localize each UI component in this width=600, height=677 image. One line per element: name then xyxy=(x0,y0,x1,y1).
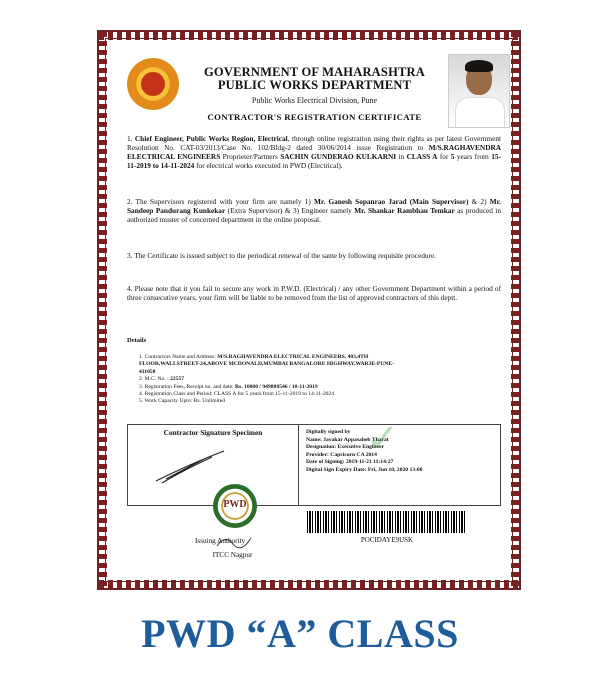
paragraph-1 xyxy=(127,134,501,170)
digital-sign-line: Provider: Capricorn CA 2014 xyxy=(306,451,377,458)
detail-value: Rs. 10000 / 949888546 / 18-11-2019 xyxy=(235,383,318,390)
p2-supervisor-2: Mr. Sandeep Pandurang Kunkekar xyxy=(127,197,501,215)
paragraph-4: 4. Please note that it you fail to secure any work in P.W.D. (Electrical) / any other Government Department within a period of three consecutive years, your firm will be liable to be removed from the list of approved contractors of this deptt. xyxy=(127,284,501,302)
p1-years: 5 xyxy=(450,152,455,161)
detail-value: 22557 xyxy=(170,376,185,383)
p1-text: , through online registration using their rights as per latest Government Resolution No. CAT-03/2013/Case No. 102/Bldg-2 dated 30/06/2014 issue Registration to xyxy=(127,134,502,152)
p1-text: for xyxy=(437,152,451,161)
barcode xyxy=(307,511,467,533)
p2-engineer: Mr. Shankar Rambhau Temkar xyxy=(354,206,455,215)
digital-sign-line: Designation: Executive Engineer xyxy=(306,444,384,451)
department-name: PUBLIC WORKS DEPARTMENT xyxy=(217,78,412,92)
paragraph-2 xyxy=(127,197,501,224)
p2-text: as produced in authorized muster of concerned department in the online proposal. xyxy=(127,206,501,224)
p1-text: for electrical works executed in PWD (Electrical). xyxy=(194,161,343,170)
issuing-place: ITCC Nagpur xyxy=(212,551,253,559)
detail-value: M/S.RAGHAVENDRA ELECTRICAL ENGINEERS, 403,4TH xyxy=(217,354,369,360)
p2-text: & 2) xyxy=(468,197,490,206)
detail-item xyxy=(139,361,489,368)
p1-text: Proprieter/Partners xyxy=(220,152,281,161)
detail-item xyxy=(139,369,489,376)
header-title xyxy=(187,66,442,92)
p2-text: (Extra Supervisor) & 3) Engineer namely xyxy=(225,206,355,215)
detail-item xyxy=(139,354,489,361)
detail-label: 3. Registration Fees, Receipt no. and date: xyxy=(139,383,236,390)
maharashtra-emblem-icon xyxy=(127,58,179,110)
barcode-text: POCIDAYE9USK xyxy=(360,536,414,544)
pwd-logo-icon xyxy=(213,484,257,528)
detail-value: 411058 xyxy=(139,368,156,375)
p1-text: years from xyxy=(454,152,492,161)
p2-supervisor-1: Mr. Ganesh Sopanrao Jarad (Main Supervisor) xyxy=(314,197,469,206)
class-banner: PWD “A” CLASS xyxy=(141,611,459,656)
issuing-authority: Issuing Authority xyxy=(195,537,246,545)
contractor-photo xyxy=(448,54,510,128)
details-heading: Details xyxy=(127,337,147,344)
detail-item xyxy=(139,376,489,383)
digital-signature xyxy=(306,416,423,475)
paragraph-3: 3. The Certificate is issued subject to the periodical renewal of the same by following requisite procedure. xyxy=(127,251,437,260)
p1-proprietor: SACHIN GUNDERAO KULKARNI xyxy=(280,152,397,161)
certificate-content xyxy=(117,54,501,570)
p1-text: 1. xyxy=(127,134,135,143)
government-name: GOVERNMENT OF MAHARASHTRA xyxy=(204,65,425,79)
verified-check-icon: ✓ xyxy=(366,416,400,461)
details-list xyxy=(139,354,489,406)
detail-label: 1. Contractors Name and Address: xyxy=(139,354,218,360)
signature-box xyxy=(127,416,501,506)
detail-item: 4. Registration Class and Period: CLASS A for 5 years from 15-11-2019 to 14-11-2024 xyxy=(139,391,335,398)
p1-period: 15-11-2019 to 14-11-2024 xyxy=(127,152,502,170)
specimen-panel xyxy=(128,425,299,505)
p1-firm: M/S.RAGHAVENDRA ELECTRICAL ENGINEERS xyxy=(127,143,501,161)
detail-item xyxy=(139,384,489,391)
division-name: Public Works Electrical Division, Pune xyxy=(251,96,378,105)
pwd-logo-text: PWD xyxy=(223,499,247,510)
p1-text: in xyxy=(396,152,407,161)
contractor-signature-icon xyxy=(152,447,232,487)
certificate-title: CONTRACTOR'S REGISTRATION CERTIFICATE xyxy=(207,112,422,122)
digital-sign-line: Date of Signing: 2019-11-21 11:14:27 xyxy=(306,459,394,466)
digital-sign-line: Digital Sign Expiry Date: Fri, Jun 10, 2020 13:00 xyxy=(306,466,423,473)
p1-authority: Chief Engineer, Public Works Region, Electrical xyxy=(134,134,288,143)
certificate xyxy=(97,30,521,590)
detail-label: 2. M.C. No. : xyxy=(139,376,171,383)
detail-item: 5. Work Capacity Upto: Rs. Unlimited xyxy=(139,398,225,405)
specimen-title: Contractor Signature Specimen xyxy=(163,428,263,437)
detail-value: FLOOR,WALLSTREET-24,ABOVE MCDONALD,MUMBAI BANGALORE HIGHWAY,WARJE-PUNE- xyxy=(139,361,395,368)
digital-sign-line: Name: Jayakar Appasaheb Tharat xyxy=(306,436,389,443)
p2-text: 2. The Supervisors registered with your firm are namely 1) xyxy=(127,197,314,206)
digital-sign-line: Digitally signed by xyxy=(306,429,351,435)
p1-class: CLASS A xyxy=(406,152,438,161)
